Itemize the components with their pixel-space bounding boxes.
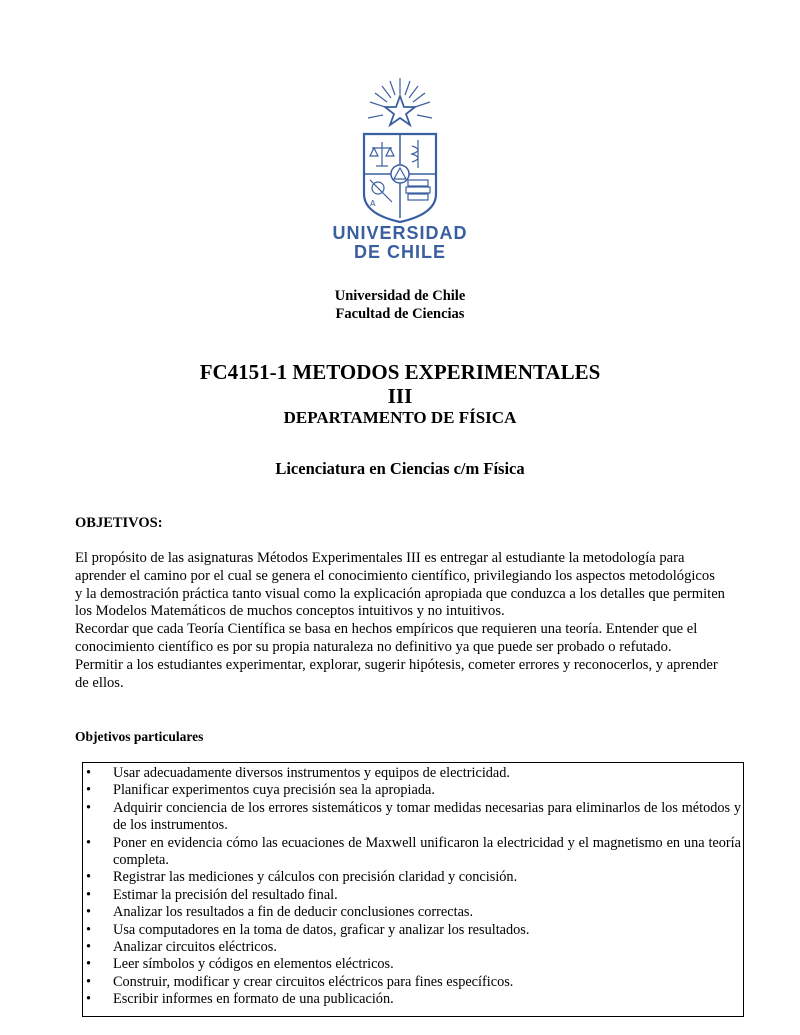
list-item xyxy=(86,800,741,835)
list-item-text: Registrar las mediciones y cálculos con precisión claridad y concisión. xyxy=(113,869,518,886)
list-item xyxy=(86,956,741,973)
list-item-text: Escribir informes en formato de una publicación. xyxy=(113,991,394,1008)
faculty-name: Facultad de Ciencias xyxy=(335,306,465,322)
bullet-icon: • xyxy=(86,869,92,886)
particular-objectives-list xyxy=(86,765,741,1009)
bullet-icon: • xyxy=(86,765,92,781)
bullet-icon: • xyxy=(86,886,92,903)
list-item xyxy=(86,991,741,1008)
degree-name: Licenciatura en Ciencias c/m Física xyxy=(275,459,525,478)
course-title-line-1: FC4151-1 METODOS EXPERIMENTALES xyxy=(199,360,601,384)
bullet-icon: • xyxy=(86,904,92,921)
department-name: DEPARTAMENTO DE FÍSICA xyxy=(283,408,517,427)
list-item-text: Construir, modificar y crear circuitos eléctricos para fines específicos. xyxy=(113,973,514,990)
bullet-icon: • xyxy=(86,799,92,816)
list-item-text: Estimar la precisión del resultado final. xyxy=(113,886,338,903)
list-item-text: Usa computadores en la toma de datos, graficar y analizar los resultados. xyxy=(113,921,530,938)
university-name: Universidad de Chile xyxy=(334,288,466,304)
particular-objectives-box xyxy=(82,762,744,1017)
list-item-text: Analizar circuitos eléctricos. xyxy=(113,939,277,956)
wordmark-line-2: DE CHILE xyxy=(353,242,446,262)
list-item xyxy=(86,974,741,991)
university-wordmark xyxy=(330,224,470,262)
list-item xyxy=(86,869,741,886)
svg-text:A: A xyxy=(370,199,376,208)
bullet-icon: • xyxy=(86,939,92,956)
list-item-text: Planificar experimentos cuya precisión sea la apropiada. xyxy=(113,782,435,799)
list-item-text: Adquirir conciencia de los errores sistemáticos y tomar medidas necesarias para eliminarlos de los métodos y de los instrumentos. xyxy=(113,799,741,834)
wordmark-line-1: UNIVERSIDAD xyxy=(332,223,468,243)
objectives-intro xyxy=(75,550,725,692)
bullet-icon: • xyxy=(86,991,92,1008)
objectives-paragraph-2: Recordar que cada Teoría Científica se basa en hechos empíricos que requieren una teoría. Entender que el conocimiento científico es por su propia naturaleza no definitivo ya que puede ser probado o refutado. xyxy=(75,621,698,655)
bullet-icon: • xyxy=(86,834,92,851)
bullet-icon: • xyxy=(86,921,92,938)
course-title xyxy=(0,360,800,408)
list-item-text: Leer símbolos y códigos en elementos eléctricos. xyxy=(113,956,394,973)
institution-block xyxy=(0,287,800,323)
list-item xyxy=(86,904,741,921)
list-item xyxy=(86,939,741,956)
particular-objectives-heading: Objetivos particulares xyxy=(75,729,204,744)
list-item-text: Analizar los resultados a fin de deducir conclusiones correctas. xyxy=(113,904,474,921)
list-item xyxy=(86,887,741,904)
objectives-heading: OBJETIVOS: xyxy=(75,515,163,531)
list-item xyxy=(86,835,741,870)
objectives-paragraph-3: Permitir a los estudiantes experimentar, explorar, sugerir hipótesis, cometer errores y reconocerlos, y aprender de ellos. xyxy=(75,656,718,691)
university-logo xyxy=(330,76,470,271)
university-crest-icon xyxy=(360,76,440,224)
bullet-icon: • xyxy=(86,973,92,990)
list-item xyxy=(86,922,741,939)
bullet-icon: • xyxy=(86,956,92,973)
list-item-text: Usar adecuadamente diversos instrumentos y equipos de electricidad. xyxy=(113,765,511,781)
bullet-icon: • xyxy=(86,782,92,799)
objectives-paragraph-1: El propósito de las asignaturas Métodos Experimentales III es entregar al estudiante la metodología para aprender el camino por el cual se genera el conocimiento científico, privilegiando los aspectos metodológicos y la demostración práctica tanto visual como la explicación apropiada que conduzca a los detalles que permiten los Modelos Matemáticos de muchos conceptos intuitivos y no intuitivos. xyxy=(75,550,725,620)
list-item xyxy=(86,782,741,799)
list-item-text: Poner en evidencia cómo las ecuaciones de Maxwell unificaron la electricidad y el magnetismo en una teoría completa. xyxy=(113,834,741,869)
course-title-line-2: III xyxy=(387,384,413,408)
list-item xyxy=(86,765,741,782)
